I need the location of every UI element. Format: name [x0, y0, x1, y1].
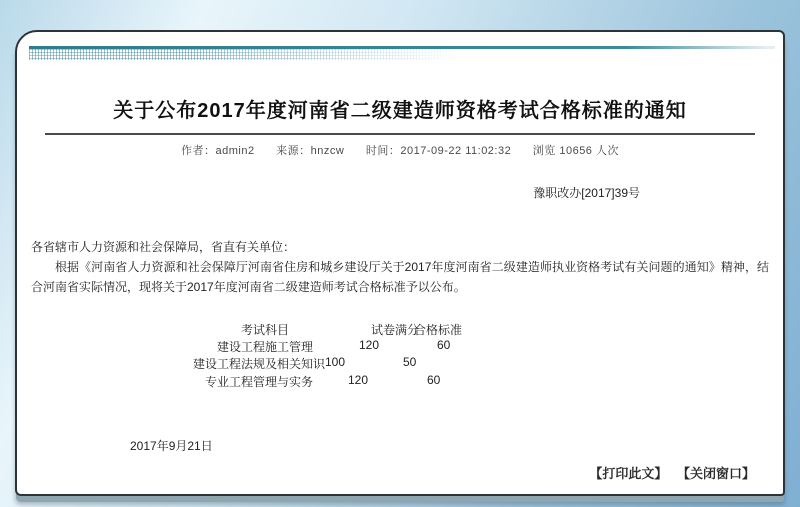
table-row-full-score: 120 [359, 338, 380, 352]
print-link[interactable]: 【打印此文】 [589, 466, 668, 481]
salutation-line: 各省辖市人力资源和社会保障局，省直有关单位： [31, 240, 296, 254]
table-row-pass-score: 60 [427, 373, 441, 387]
close-link[interactable]: 【关闭窗口】 [676, 466, 755, 481]
table-row-full-score: 100 [325, 355, 346, 369]
decor-band [29, 46, 775, 60]
title-divider [45, 133, 755, 135]
decor-band-hatch [29, 49, 775, 60]
body-paragraph: 根据《河南省人力资源和社会保障厅河南省住房和城乡建设厅关于2017年度河南省二级建造师执业资格考试有关问题的通知》精神，结合河南省实际情况，现将关于2017年度河南省二级建造师考试合格标准予以公布。 [31, 260, 769, 294]
table-row-pass-score: 50 [403, 355, 417, 369]
table-header-subject: 考试科目 [241, 323, 290, 337]
table-row-subject: 建设工程法规及相关知识 [193, 357, 326, 371]
publish-date: 2017年9月21日 [130, 439, 213, 453]
table-row-full-score: 120 [348, 373, 369, 387]
doc-number: 豫职改办[2017]39号 [533, 186, 640, 200]
table-header-pass-score: 合格标准 [414, 323, 463, 337]
notice-title: 关于公布2017年度河南省二级建造师资格考试合格标准的通知 [113, 100, 687, 122]
meta-views: 浏览 10656 人次 [532, 145, 619, 157]
score-table [17, 321, 783, 401]
meta-source: 来源：hnzcw [276, 145, 345, 157]
meta-bar [17, 142, 783, 158]
notice-panel [15, 30, 785, 496]
table-row-pass-score: 60 [437, 338, 451, 352]
meta-time: 时间：2017-09-22 11:02:32 [365, 145, 512, 157]
table-header-full-score: 试卷满分 [371, 323, 420, 337]
footer-bar [583, 463, 755, 482]
table-row-subject: 建设工程施工管理 [217, 340, 314, 354]
meta-author: 作者：admin2 [181, 145, 255, 157]
table-row-subject: 专业工程管理与实务 [205, 375, 314, 389]
